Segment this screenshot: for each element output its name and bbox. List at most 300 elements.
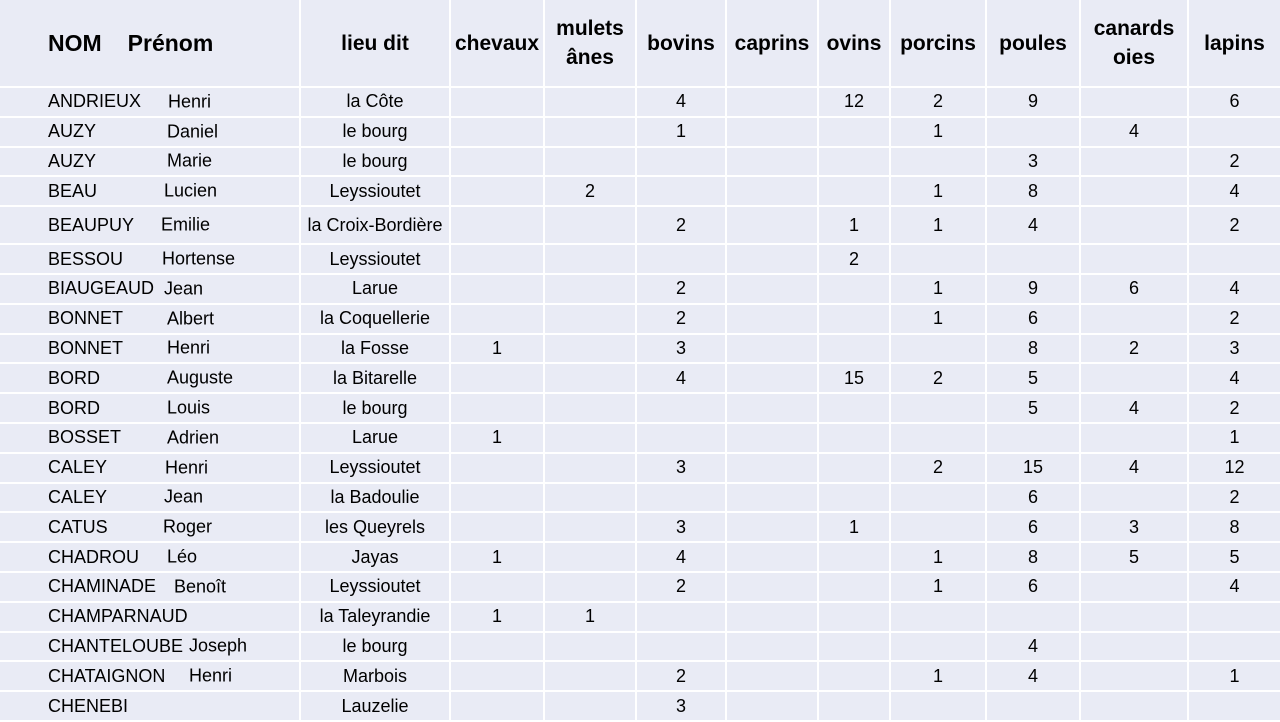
cell-bovins: [636, 602, 726, 632]
cell-mulets: [544, 542, 636, 572]
cell-caprins: [726, 661, 818, 691]
cell-chevaux: [450, 176, 544, 206]
cell-lieu: le bourg: [300, 147, 450, 177]
cell-bovins: 4: [636, 87, 726, 117]
cell-prenom: Lucien: [164, 180, 218, 201]
cell-nom: BONNET: [48, 337, 124, 358]
table-row: [0, 453, 1280, 483]
cell-lapins: 2: [1188, 483, 1280, 513]
cell-nom-prenom: [0, 117, 300, 147]
table-row: [0, 334, 1280, 364]
cell-poules: [986, 117, 1080, 147]
cell-mulets: [544, 632, 636, 662]
header-caprins: caprins: [726, 0, 818, 87]
cell-caprins: [726, 206, 818, 244]
cell-lapins: [1188, 632, 1280, 662]
cell-nom-prenom: [0, 87, 300, 117]
cell-bovins: [636, 423, 726, 453]
cell-mulets: [544, 206, 636, 244]
cell-lieu: la Taleyrandie: [300, 602, 450, 632]
header-porcins: porcins: [890, 0, 986, 87]
cell-canards: 5: [1080, 542, 1188, 572]
cell-bovins: 2: [636, 304, 726, 334]
cell-chevaux: [450, 244, 544, 274]
cell-canards: [1080, 632, 1188, 662]
cell-prenom: Albert: [167, 308, 215, 329]
cell-chevaux: [450, 304, 544, 334]
cell-bovins: 3: [636, 691, 726, 721]
header-canards-oies: canards oies: [1080, 0, 1188, 87]
cell-bovins: 4: [636, 542, 726, 572]
cell-poules: 8: [986, 176, 1080, 206]
cell-caprins: [726, 334, 818, 364]
cell-nom-prenom: [0, 512, 300, 542]
cell-porcins: [890, 632, 986, 662]
header-chevaux: chevaux: [450, 0, 544, 87]
cell-bovins: 2: [636, 661, 726, 691]
table-row: [0, 483, 1280, 513]
cell-prenom: Henri: [165, 457, 209, 478]
cell-porcins: 2: [890, 453, 986, 483]
cell-nom-prenom: [0, 542, 300, 572]
header-nom-prenom: [0, 0, 300, 87]
cell-canards: [1080, 602, 1188, 632]
cell-lieu: la Coquellerie: [300, 304, 450, 334]
cell-porcins: [890, 334, 986, 364]
cell-chevaux: [450, 632, 544, 662]
cell-porcins: 1: [890, 206, 986, 244]
cell-canards: [1080, 661, 1188, 691]
cell-nom-prenom: [0, 206, 300, 244]
cell-lieu: Leyssioutet: [300, 176, 450, 206]
table-row: [0, 206, 1280, 244]
cell-canards: [1080, 176, 1188, 206]
cell-prenom: Louis: [167, 397, 211, 418]
cell-poules: 4: [986, 632, 1080, 662]
cell-bovins: 1: [636, 117, 726, 147]
cell-poules: 9: [986, 87, 1080, 117]
cell-poules: 5: [986, 363, 1080, 393]
cell-lapins: 2: [1188, 147, 1280, 177]
cell-prenom: Benoît: [174, 576, 227, 597]
cell-porcins: 1: [890, 117, 986, 147]
cell-bovins: 3: [636, 512, 726, 542]
cell-mulets: [544, 274, 636, 304]
cell-nom: CHENEBI: [48, 695, 129, 716]
cell-canards: [1080, 206, 1188, 244]
cell-caprins: [726, 87, 818, 117]
header-poules: poules: [986, 0, 1080, 87]
cell-caprins: [726, 304, 818, 334]
cell-bovins: 2: [636, 206, 726, 244]
cell-lieu: la Bitarelle: [300, 363, 450, 393]
cell-ovins: [818, 602, 890, 632]
cell-nom: BORD: [48, 367, 101, 388]
cell-lapins: 4: [1188, 176, 1280, 206]
cell-nom-prenom: [0, 274, 300, 304]
cell-mulets: [544, 244, 636, 274]
cell-nom-prenom: [0, 304, 300, 334]
cell-poules: 6: [986, 483, 1080, 513]
cell-chevaux: [450, 512, 544, 542]
cell-ovins: 1: [818, 512, 890, 542]
cell-porcins: 1: [890, 274, 986, 304]
cell-prenom: Emilie: [161, 214, 211, 235]
cell-ovins: [818, 334, 890, 364]
cell-caprins: [726, 483, 818, 513]
cell-nom-prenom: [0, 661, 300, 691]
table-row: [0, 117, 1280, 147]
table-row: [0, 572, 1280, 602]
cell-canards: [1080, 363, 1188, 393]
cell-chevaux: [450, 117, 544, 147]
cell-caprins: [726, 244, 818, 274]
cell-chevaux: [450, 363, 544, 393]
cell-nom-prenom: [0, 393, 300, 423]
cell-caprins: [726, 691, 818, 721]
cell-lapins: 4: [1188, 363, 1280, 393]
cell-ovins: [818, 483, 890, 513]
cell-poules: [986, 423, 1080, 453]
cell-bovins: [636, 632, 726, 662]
cell-mulets: 1: [544, 602, 636, 632]
cell-canards: [1080, 483, 1188, 513]
cell-lapins: 5: [1188, 542, 1280, 572]
cell-lapins: 12: [1188, 453, 1280, 483]
cell-bovins: [636, 176, 726, 206]
table-header-row: [0, 0, 1280, 87]
cell-poules: [986, 691, 1080, 721]
cell-nom-prenom: [0, 334, 300, 364]
cell-mulets: 2: [544, 176, 636, 206]
cell-poules: 8: [986, 334, 1080, 364]
cell-porcins: [890, 602, 986, 632]
table-row: [0, 147, 1280, 177]
table-row: [0, 176, 1280, 206]
cell-poules: 4: [986, 661, 1080, 691]
cell-nom-prenom: [0, 483, 300, 513]
cell-lieu: Leyssioutet: [300, 244, 450, 274]
cell-porcins: [890, 244, 986, 274]
cell-lieu: la Croix-Bordière: [300, 206, 450, 244]
cell-prenom: Auguste: [167, 367, 234, 388]
header-bovins: bovins: [636, 0, 726, 87]
cell-ovins: [818, 176, 890, 206]
cell-nom: BEAUPUY: [48, 214, 135, 235]
cell-canards: 4: [1080, 117, 1188, 147]
cell-lieu: Jayas: [300, 542, 450, 572]
cell-nom-prenom: [0, 632, 300, 662]
cell-mulets: [544, 363, 636, 393]
cell-mulets: [544, 453, 636, 483]
cell-poules: 9: [986, 274, 1080, 304]
cell-prenom: Marie: [167, 150, 213, 171]
cell-mulets: [544, 691, 636, 721]
cell-caprins: [726, 117, 818, 147]
cell-lieu: la Badoulie: [300, 483, 450, 513]
cell-porcins: [890, 393, 986, 423]
cell-poules: [986, 602, 1080, 632]
header-prenom: Prénom: [127, 29, 214, 56]
cell-porcins: 1: [890, 572, 986, 602]
cell-mulets: [544, 572, 636, 602]
cell-lieu: la Côte: [300, 87, 450, 117]
cell-bovins: [636, 393, 726, 423]
table-row: [0, 542, 1280, 572]
cell-prenom: Hortense: [162, 248, 236, 269]
cell-nom: BEAU: [48, 180, 98, 201]
cell-chevaux: 1: [450, 423, 544, 453]
table-row: [0, 512, 1280, 542]
cell-nom: CHAMINADE: [48, 576, 157, 597]
cell-nom-prenom: [0, 453, 300, 483]
cell-lapins: 4: [1188, 572, 1280, 602]
cell-nom: CHADROU: [48, 546, 140, 567]
cell-nom: CATUS: [48, 516, 108, 537]
cell-porcins: 2: [890, 87, 986, 117]
cell-mulets: [544, 483, 636, 513]
cell-nom-prenom: [0, 602, 300, 632]
cell-poules: 5: [986, 393, 1080, 423]
cell-ovins: [818, 274, 890, 304]
cell-canards: [1080, 423, 1188, 453]
cell-lapins: [1188, 602, 1280, 632]
cell-nom: BORD: [48, 397, 101, 418]
cell-prenom: Adrien: [167, 427, 220, 448]
cell-lapins: 3: [1188, 334, 1280, 364]
table-row: [0, 87, 1280, 117]
cell-bovins: 4: [636, 363, 726, 393]
cell-nom: BESSOU: [48, 248, 124, 269]
cell-ovins: [818, 117, 890, 147]
cell-lieu: le bourg: [300, 632, 450, 662]
cell-lieu: les Queyrels: [300, 512, 450, 542]
cell-lapins: 1: [1188, 423, 1280, 453]
cell-mulets: [544, 393, 636, 423]
table-row: [0, 423, 1280, 453]
cell-chevaux: 1: [450, 542, 544, 572]
cell-lapins: [1188, 117, 1280, 147]
cell-nom: CALEY: [48, 486, 108, 507]
cell-mulets: [544, 147, 636, 177]
cell-poules: 4: [986, 206, 1080, 244]
cell-lapins: 2: [1188, 206, 1280, 244]
cell-lapins: 4: [1188, 274, 1280, 304]
cell-poules: [986, 244, 1080, 274]
cell-mulets: [544, 304, 636, 334]
header-lieu-dit: lieu dit: [300, 0, 450, 87]
cell-prenom: Henri: [168, 91, 212, 112]
cell-chevaux: [450, 147, 544, 177]
cell-nom-prenom: [0, 363, 300, 393]
cell-prenom: Henri: [167, 337, 211, 358]
cell-canards: 3: [1080, 512, 1188, 542]
cell-ovins: [818, 632, 890, 662]
cell-ovins: [818, 661, 890, 691]
cell-ovins: [818, 542, 890, 572]
cell-lieu: Leyssioutet: [300, 572, 450, 602]
cell-mulets: [544, 117, 636, 147]
cell-lapins: 8: [1188, 512, 1280, 542]
cell-canards: 2: [1080, 334, 1188, 364]
table-row: [0, 691, 1280, 721]
cell-lieu: Leyssioutet: [300, 453, 450, 483]
cell-chevaux: [450, 572, 544, 602]
cell-prenom: Joseph: [189, 635, 248, 656]
cell-caprins: [726, 274, 818, 304]
cell-chevaux: [450, 691, 544, 721]
cell-ovins: [818, 393, 890, 423]
cell-caprins: [726, 393, 818, 423]
cell-canards: 4: [1080, 453, 1188, 483]
cell-porcins: 1: [890, 661, 986, 691]
table-row: [0, 274, 1280, 304]
table-row: [0, 363, 1280, 393]
cell-ovins: 12: [818, 87, 890, 117]
cell-nom-prenom: [0, 147, 300, 177]
table-row: [0, 393, 1280, 423]
cell-bovins: 2: [636, 572, 726, 602]
cell-porcins: [890, 423, 986, 453]
cell-lapins: 1: [1188, 661, 1280, 691]
cell-bovins: [636, 244, 726, 274]
cell-canards: [1080, 691, 1188, 721]
cell-ovins: 15: [818, 363, 890, 393]
cell-prenom: Daniel: [167, 121, 219, 142]
table-row: [0, 661, 1280, 691]
cell-prenom: Jean: [164, 486, 204, 507]
cell-lapins: 2: [1188, 304, 1280, 334]
cell-nom: CALEY: [48, 457, 108, 478]
cell-nom: ANDRIEUX: [48, 91, 142, 112]
cell-canards: 6: [1080, 274, 1188, 304]
cell-caprins: [726, 572, 818, 602]
cell-bovins: 2: [636, 274, 726, 304]
cell-lieu: Larue: [300, 423, 450, 453]
cell-poules: 8: [986, 542, 1080, 572]
cell-chevaux: [450, 483, 544, 513]
cell-porcins: 1: [890, 176, 986, 206]
cell-lieu: le bourg: [300, 393, 450, 423]
cell-caprins: [726, 147, 818, 177]
cell-chevaux: [450, 661, 544, 691]
cell-poules: 6: [986, 304, 1080, 334]
cell-caprins: [726, 632, 818, 662]
cell-mulets: [544, 661, 636, 691]
cell-bovins: 3: [636, 453, 726, 483]
cell-bovins: [636, 147, 726, 177]
cell-nom-prenom: [0, 244, 300, 274]
cell-poules: 15: [986, 453, 1080, 483]
cell-ovins: 1: [818, 206, 890, 244]
cell-porcins: [890, 512, 986, 542]
header-nom: NOM: [48, 29, 102, 56]
cell-lieu: Lauzelie: [300, 691, 450, 721]
cell-chevaux: [450, 274, 544, 304]
cell-porcins: [890, 691, 986, 721]
cell-canards: 4: [1080, 393, 1188, 423]
cell-caprins: [726, 542, 818, 572]
table-row: [0, 602, 1280, 632]
cell-nom-prenom: [0, 691, 300, 721]
cell-lapins: [1188, 691, 1280, 721]
cell-chevaux: [450, 206, 544, 244]
cell-porcins: 2: [890, 363, 986, 393]
cell-prenom: Léo: [167, 546, 198, 567]
cell-ovins: [818, 304, 890, 334]
cell-chevaux: 1: [450, 334, 544, 364]
cell-lieu: le bourg: [300, 117, 450, 147]
table-row: [0, 244, 1280, 274]
cell-lieu: Larue: [300, 274, 450, 304]
cell-chevaux: [450, 393, 544, 423]
header-lapins: lapins: [1188, 0, 1280, 87]
cell-porcins: [890, 483, 986, 513]
cell-caprins: [726, 363, 818, 393]
cell-lieu: Marbois: [300, 661, 450, 691]
header-mulets-anes: mulets ânes: [544, 0, 636, 87]
cell-lapins: 6: [1188, 87, 1280, 117]
table-row: [0, 632, 1280, 662]
cell-ovins: [818, 147, 890, 177]
cell-canards: [1080, 87, 1188, 117]
cell-nom-prenom: [0, 423, 300, 453]
cell-nom: BIAUGEAUD: [48, 278, 155, 299]
cell-lapins: 2: [1188, 393, 1280, 423]
cell-nom: CHATAIGNON: [48, 665, 166, 686]
cell-mulets: [544, 512, 636, 542]
cell-lapins: [1188, 244, 1280, 274]
cell-prenom: Henri: [189, 665, 233, 686]
cell-ovins: [818, 423, 890, 453]
cell-mulets: [544, 334, 636, 364]
cell-nom: BOSSET: [48, 427, 122, 448]
cell-poules: 6: [986, 512, 1080, 542]
cell-caprins: [726, 176, 818, 206]
cell-canards: [1080, 304, 1188, 334]
cell-chevaux: 1: [450, 602, 544, 632]
cell-caprins: [726, 423, 818, 453]
cell-bovins: 3: [636, 334, 726, 364]
cell-mulets: [544, 423, 636, 453]
cell-ovins: [818, 572, 890, 602]
cell-caprins: [726, 512, 818, 542]
cell-ovins: 2: [818, 244, 890, 274]
cell-nom: BONNET: [48, 308, 124, 329]
cell-ovins: [818, 691, 890, 721]
cell-nom-prenom: [0, 176, 300, 206]
cell-bovins: [636, 483, 726, 513]
cell-nom: AUZY: [48, 150, 97, 171]
cell-poules: 6: [986, 572, 1080, 602]
cell-canards: [1080, 244, 1188, 274]
cell-canards: [1080, 147, 1188, 177]
cell-caprins: [726, 453, 818, 483]
cell-porcins: 1: [890, 542, 986, 572]
cell-poules: 3: [986, 147, 1080, 177]
cell-nom: CHANTELOUBE: [48, 635, 184, 656]
cell-nom: AUZY: [48, 121, 97, 142]
cell-nom: CHAMPARNAUD: [48, 606, 188, 627]
cell-canards: [1080, 572, 1188, 602]
cell-nom-prenom: [0, 572, 300, 602]
cell-prenom: Roger: [163, 516, 213, 537]
cell-porcins: [890, 147, 986, 177]
cell-chevaux: [450, 453, 544, 483]
cell-porcins: 1: [890, 304, 986, 334]
cell-ovins: [818, 453, 890, 483]
cell-prenom: Jean: [164, 278, 204, 299]
